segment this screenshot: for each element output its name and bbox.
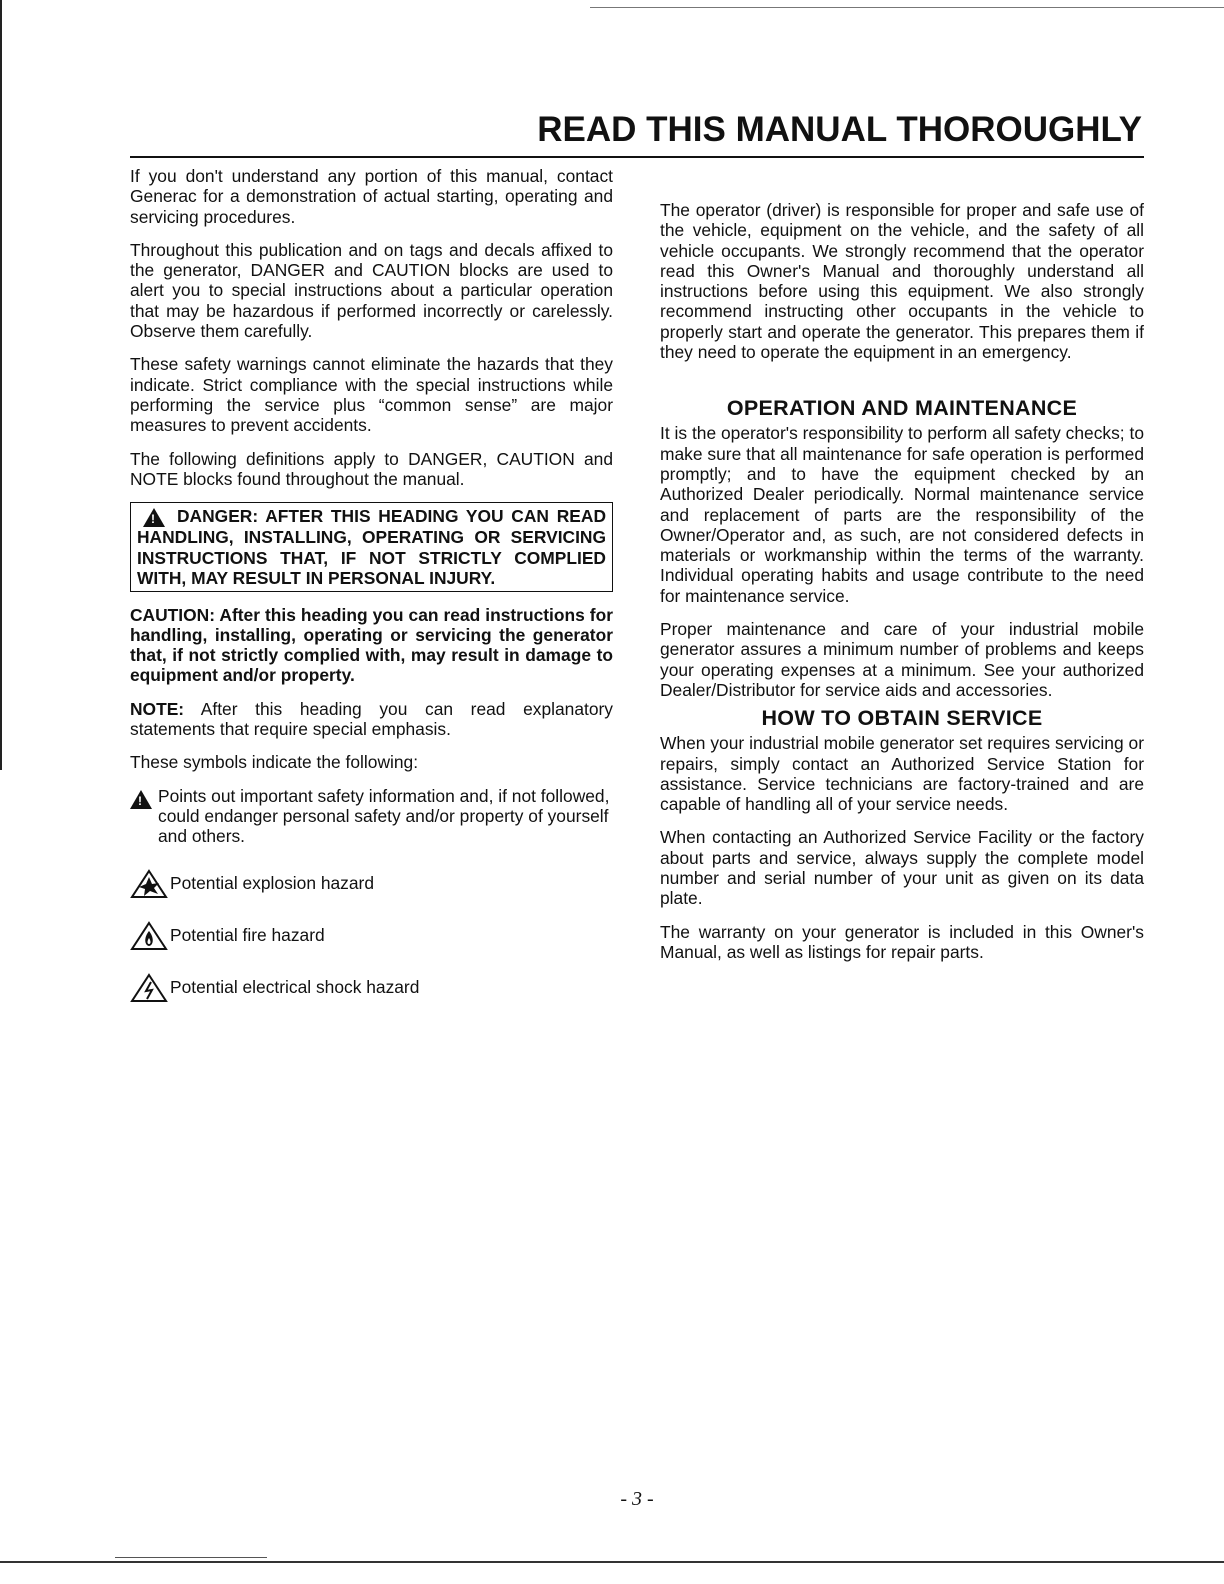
intro-paragraph: If you don't understand any portion of this manual, contact Generac for a demonstration of actual starting, operating and servicing procedures. [130, 166, 613, 227]
symbol-safety-row [130, 786, 613, 847]
service-paragraph-2: When contacting an Authorized Service Facility or the factory about parts and service, always supply the complete model number and serial number of your unit as given on its data plate. [660, 827, 1144, 909]
safety-alert-icon [130, 790, 152, 809]
blocks-paragraph: Throughout this publication and on tags and decals affixed to the generator, DANGER and CAUTION blocks are used to alert you to special instructions about a particular operation that may be hazardous if performed incorrectly or carelessly. Observe them carefully. [130, 239, 613, 342]
danger-text: DANGER: AFTER THIS HEADING YOU CAN READ HANDLING, INSTALLING, OPERATING OR SERVICING INSTRUCTIONS THAT, IF NOT STRICTLY COMPLIED WITH, MAY RESULT IN PERSONAL INJURY. [137, 506, 606, 589]
note-label: NOTE: [130, 698, 185, 719]
bottom-short-rule [115, 1557, 267, 1558]
caution-block: CAUTION: After this heading you can read instructions for handling, installing, operating or servicing the generator that, if not strictly complied with, may result in damage to equipment and/or property. [130, 604, 613, 686]
page-header [130, 108, 1144, 158]
warnings-paragraph: These safety warnings cannot eliminate the hazards that they indicate. Strict compliance with the special instructions while performing the service plus “common sense” are major measures to prevent accidents. [130, 354, 613, 436]
page-number: - 3 - [620, 1488, 654, 1510]
fire-hazard-icon [130, 921, 168, 951]
note-block [130, 699, 613, 740]
symbol-safety-text: Points out important safety information and, if not followed, could endanger personal safety and/or property of yourself and others. [158, 785, 610, 847]
scan-edge [0, 0, 2, 770]
operator-paragraph: The operator (driver) is responsible for proper and safe use of the vehicle, equipment on the vehicle, and the safety of all vehicle occupants. We strongly recommend that the operator read this Owner's Manual and thoroughly understand all instructions before using this equipment. We also strongly recommend instructing other occupants in the vehicle to properly start and operate the generator. This prepares them if they need to operate the equipment in an emergency. [660, 200, 1144, 363]
shock-hazard-label: Potential electrical shock hazard [170, 977, 420, 998]
page-title: READ THIS MANUAL THOROUGHLY [537, 110, 1142, 149]
note-text: After this heading you can read explanatory statements that require special emphasis. [130, 698, 614, 740]
operation-paragraph-2: Proper maintenance and care of your industrial mobile generator assures a minimum number of problems and keeps your operating expenses at a minimum. See your authorized Dealer/Distributor for service aids and accessories. [660, 619, 1144, 700]
obtain-service-heading: HOW TO OBTAIN SERVICE [761, 706, 1043, 731]
top-rule [590, 7, 1224, 8]
symbols-intro: These symbols indicate the following: [130, 752, 419, 773]
explosion-hazard-icon [130, 869, 168, 899]
explosion-hazard-label: Potential explosion hazard [170, 873, 374, 894]
service-paragraph-1: When your industrial mobile generator set requires servicing or repairs, simply contact an Authorized Service Station for assistance. Service technicians are factory-trained and are capable of handling all of your service needs. [660, 733, 1144, 815]
right-column [660, 200, 1144, 975]
fire-hazard-label: Potential fire hazard [170, 925, 325, 946]
shock-hazard-row [130, 973, 613, 1003]
left-column [130, 166, 613, 1003]
bottom-rule [0, 1561, 1224, 1563]
warning-triangle-icon [143, 508, 165, 527]
fire-hazard-row [130, 921, 613, 951]
electrical-shock-icon [130, 973, 168, 1003]
definitions-paragraph: The following definitions apply to DANGER, CAUTION and NOTE blocks found throughout the manual. [130, 448, 613, 489]
explosion-hazard-row [130, 869, 613, 899]
service-paragraph-3: The warranty on your generator is included in this Owner's Manual, as well as listings for repair parts. [660, 921, 1144, 962]
danger-block [130, 502, 613, 591]
operation-paragraph-1: It is the operator's responsibility to perform all safety checks; to make sure that all maintenance for safe operation is performed promptly; and to have the equipment checked by an Authorized Dealer periodically. Normal maintenance service and replacement of parts are the responsibility of the Owner/Operator and, as such, are not considered defects in materials or workmanship within the terms of the warranty. Individual operating habits and usage contribute to the need for maintenance service. [660, 423, 1144, 606]
operation-maintenance-heading: OPERATION AND MAINTENANCE [726, 396, 1078, 421]
